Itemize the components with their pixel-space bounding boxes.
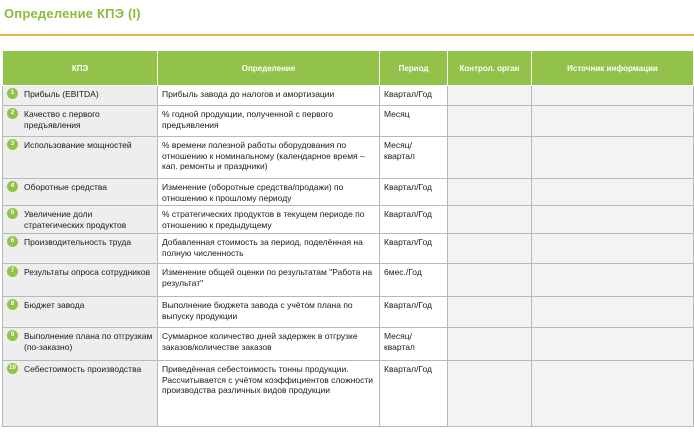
kpi-cell xyxy=(3,137,158,179)
kpi-name: Прибыль (EBITDA) xyxy=(24,89,99,99)
table-row xyxy=(3,206,694,234)
kpi-name: Увеличение доли стратегических продуктов xyxy=(24,209,127,230)
column-header-source: Источник информации xyxy=(532,51,694,86)
table-row xyxy=(3,264,694,297)
title-divider xyxy=(0,34,694,36)
kpi-number-badge: 7 xyxy=(7,266,18,277)
kpi-name: Выполнение плана по отгрузкам (по-заказно) xyxy=(24,331,153,352)
control-cell xyxy=(448,264,532,297)
period-cell: Квартал/Год xyxy=(380,179,448,206)
definition-cell: Суммарное количество дней задержек в отгрузке заказов/количестве заказов xyxy=(158,328,380,361)
source-cell xyxy=(532,264,694,297)
table-row xyxy=(3,361,694,427)
control-cell xyxy=(448,234,532,264)
control-cell xyxy=(448,179,532,206)
table-row xyxy=(3,86,694,106)
period-cell: Квартал/Год xyxy=(380,86,448,106)
kpi-name: Производительность труда xyxy=(24,237,132,247)
source-cell xyxy=(532,106,694,137)
column-header-control: Контрол. орган xyxy=(448,51,532,86)
source-cell xyxy=(532,328,694,361)
kpi-cell xyxy=(3,234,158,264)
column-header-definition: Определение xyxy=(158,51,380,86)
definition-cell: % времени полезной работы оборудования по отношению к номинальному (календарное время – кап. ремонты и праздники) xyxy=(158,137,380,179)
kpi-table xyxy=(2,50,694,427)
table-row xyxy=(3,106,694,137)
kpi-name: Бюджет завода xyxy=(24,300,85,310)
table-row xyxy=(3,137,694,179)
kpi-cell xyxy=(3,361,158,427)
kpi-cell xyxy=(3,86,158,106)
period-cell: Квартал/Год xyxy=(380,234,448,264)
kpi-name: Результаты опроса сотрудников xyxy=(24,267,151,277)
control-cell xyxy=(448,361,532,427)
period-cell: Квартал/Год xyxy=(380,297,448,328)
period-cell: Квартал/Год xyxy=(380,361,448,427)
period-cell: Квартал/Год xyxy=(380,206,448,234)
period-cell: Месяц xyxy=(380,106,448,137)
definition-cell: Изменение общей оценки по результатам "Работа на результат" xyxy=(158,264,380,297)
kpi-cell xyxy=(3,297,158,328)
table-row xyxy=(3,179,694,206)
page-title: Определение КПЭ (I) xyxy=(4,6,141,21)
source-cell xyxy=(532,361,694,427)
kpi-cell xyxy=(3,328,158,361)
period-cell: Месяц/ квартал xyxy=(380,328,448,361)
definition-cell: Прибыль завода до налогов и амортизации xyxy=(158,86,380,106)
kpi-number-badge: 1 xyxy=(7,88,18,99)
kpi-number-badge: 8 xyxy=(7,299,18,310)
source-cell xyxy=(532,137,694,179)
kpi-cell xyxy=(3,264,158,297)
control-cell xyxy=(448,137,532,179)
kpi-table-body xyxy=(3,86,694,427)
control-cell xyxy=(448,206,532,234)
source-cell xyxy=(532,297,694,328)
source-cell xyxy=(532,86,694,106)
table-header-row xyxy=(3,51,694,86)
kpi-number-badge: 5 xyxy=(7,208,18,219)
definition-cell: % стратегических продуктов в текущем периоде по отношению к предыдущему xyxy=(158,206,380,234)
kpi-number-badge: 2 xyxy=(7,108,18,119)
column-header-kpi: КПЭ xyxy=(3,51,158,86)
source-cell xyxy=(532,234,694,264)
period-cell: Месяц/ квартал xyxy=(380,137,448,179)
kpi-number-badge: 9 xyxy=(7,330,18,341)
table-row xyxy=(3,297,694,328)
period-cell: 6мес./Год xyxy=(380,264,448,297)
kpi-name: Оборотные средства xyxy=(24,182,108,192)
kpi-number-badge: 6 xyxy=(7,236,18,247)
definition-cell: Добавленная стоимость за период, поделённая на полную численность xyxy=(158,234,380,264)
control-cell xyxy=(448,328,532,361)
control-cell xyxy=(448,106,532,137)
kpi-cell xyxy=(3,179,158,206)
kpi-name: Себестоимость производства xyxy=(24,364,142,374)
kpi-number-badge: 4 xyxy=(7,181,18,192)
control-cell xyxy=(448,86,532,106)
table-row xyxy=(3,328,694,361)
definition-cell: % годной продукции, полученной с первого предъявления xyxy=(158,106,380,137)
definition-cell: Приведённая себестоимость тонны продукции. Рассчитывается с учётом коэффициентов сложности производства различных видов продукции xyxy=(158,361,380,427)
kpi-name: Использование мощностей xyxy=(24,140,132,150)
column-header-period: Период xyxy=(380,51,448,86)
kpi-name: Качество с первого предъявления xyxy=(24,109,100,130)
table-row xyxy=(3,234,694,264)
source-cell xyxy=(532,206,694,234)
kpi-cell xyxy=(3,206,158,234)
kpi-cell xyxy=(3,106,158,137)
control-cell xyxy=(448,297,532,328)
source-cell xyxy=(532,179,694,206)
kpi-number-badge: 10 xyxy=(7,363,18,374)
kpi-number-badge: 3 xyxy=(7,139,18,150)
definition-cell: Изменение (оборотные средства/продажи) по отношению к прошлому периоду xyxy=(158,179,380,206)
definition-cell: Выполнение бюджета завода с учётом плана по выпуску продукции xyxy=(158,297,380,328)
